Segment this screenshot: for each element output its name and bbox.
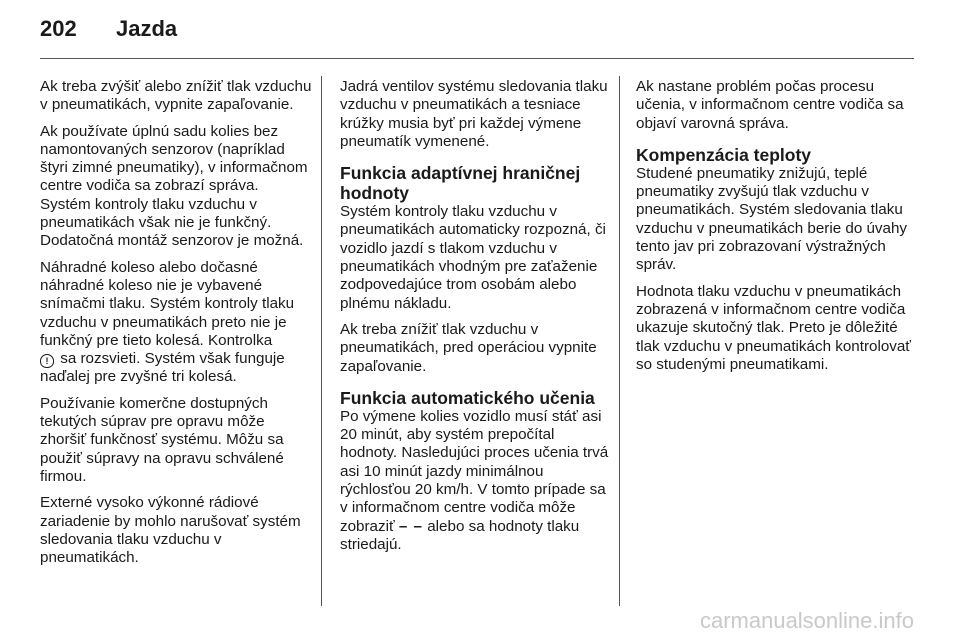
heading-auto-learning: Funkcia automatického učenia <box>340 387 595 408</box>
paragraph-text: Náhradné koleso alebo dočasné náhradné koleso nie je vybavené snímačmi tlaku. Systém kontroly tlaku vzduchu v pneumatikách preto nie je funkčný pre tieto kolesá. Kontrolka <box>40 258 295 349</box>
paragraph <box>40 259 312 387</box>
column-2 <box>340 78 612 562</box>
paragraph: Jadrá ventilov systému sledovania tlaku vzduchu v pneumatikách a tesniace krúžky musia byť pri každej výmene pneumatík vymenené. <box>340 78 608 150</box>
paragraph: Studené pneumatiky znižujú, teplé pneumatiky zvyšujú tlak vzduchu v pneumatikách. Systém sledovania tlaku vzduchu v pneumatikách berie do úvahy tento jav pri zobrazovaní výstražných správ. <box>636 164 908 274</box>
paragraph: Ak používate úplnú sadu kolies bez namontovaných senzorov (napríklad štyri zimné pneumatiky), v informačnom centre vodiča sa zobrazí správa. Systém kontroly tlaku vzduchu v pneumatikách však nie je funkčný. Dodatočná montáž senzorov je možná. <box>40 122 308 250</box>
paragraph-text: sa rozsvieti. Systém však funguje naďalej pre zvyšné tri kolesá. <box>40 350 285 386</box>
column-divider-2 <box>619 76 620 606</box>
paragraph: Ak treba znížiť tlak vzduchu v pneumatikách, pred operáciou vypnite zapaľovanie. <box>340 320 597 375</box>
dash-display-icon: – – <box>398 517 424 535</box>
tire-pressure-warning-icon: ! <box>40 354 54 368</box>
paragraph: Ak treba zvýšiť alebo znížiť tlak vzduchu v pneumatikách, vypnite zapaľovanie. <box>40 78 312 114</box>
column-3 <box>636 78 916 382</box>
paragraph-text: alebo sa hodnoty tlaku striedajú. <box>340 517 580 553</box>
column-divider-1 <box>321 76 322 606</box>
paragraph: Hodnota tlaku vzduchu v pneumatikách zobrazená v informačnom centre vodiča ukazuje skutočný tlak. Preto je dôležité tlak vzduchu v pneumatikách kontrolovať so studenými pneumatikami. <box>636 282 911 373</box>
paragraph-text: Po výmene kolies vozidlo musí stáť asi 20 minút, aby systém prepočítal hodnoty. Nasledujúci proces učenia trvá asi 10 minút jazdy minimálnou rýchlosťou 20 km/h. V tomto prípade sa v informačnom centre vodiča môže zobraziť <box>340 407 609 535</box>
paragraph: Systém kontroly tlaku vzduchu v pneumatikách automaticky rozpozná, či vozidlo jazdí s tlakom vzduchu v pneumatikách vhodným pre zaťaženie zodpovedajúce trom osobám alebo plnému nákladu. <box>340 203 606 312</box>
watermark: carmanualsonline.info <box>699 608 914 633</box>
paragraph: Externé vysoko výkonné rádiové zariadenie by mohlo narušovať systém sledovania tlaku vzduchu v pneumatikách. <box>40 494 301 567</box>
heading-temperature-compensation: Kompenzácia teploty <box>636 144 812 165</box>
page-header <box>0 0 960 62</box>
paragraph: Ak nastane problém počas procesu učenia, v informačnom centre vodiča sa objaví varovná správa. <box>636 78 904 132</box>
section-title: Jazda <box>116 16 178 41</box>
paragraph: Používanie komerčne dostupných tekutých súprav pre opravu môže zhoršiť funkčnosť systému. Môžu sa použiť súpravy na opravu schválené firmou. <box>40 394 284 485</box>
paragraph <box>340 408 612 554</box>
column-1 <box>40 78 312 575</box>
page-number: 202 <box>40 16 77 41</box>
heading-adaptive-threshold: Funkcia adaptívnej hraničnej hodnoty <box>340 163 581 204</box>
header-rule <box>40 58 914 59</box>
